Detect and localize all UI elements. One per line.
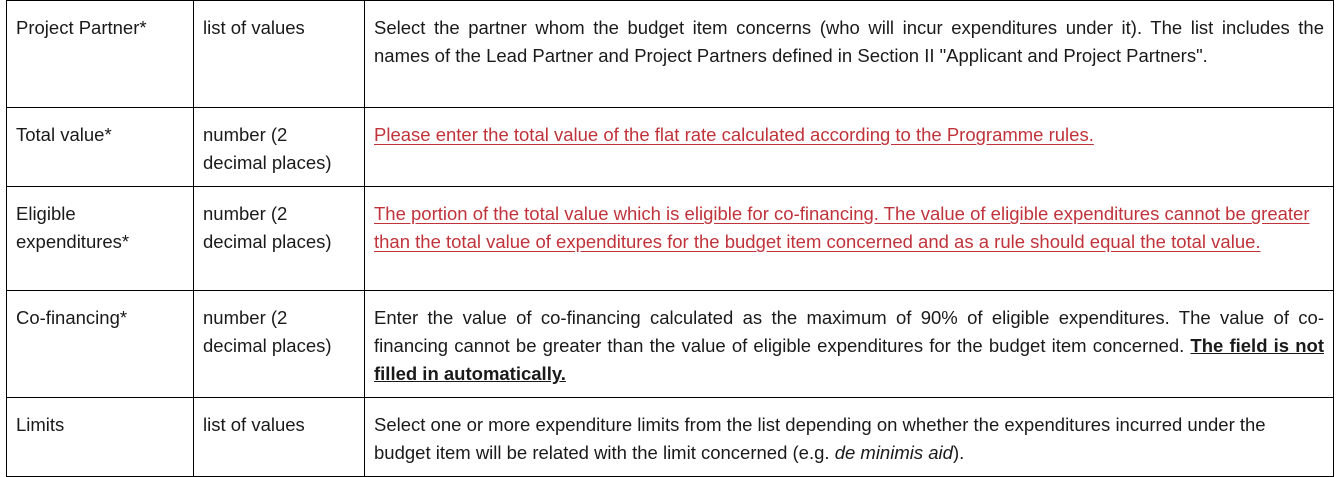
field-name-cell: Eligible expenditures* bbox=[7, 187, 194, 291]
field-name-cell: Co-financing* bbox=[7, 291, 194, 398]
field-type-cell: list of values bbox=[194, 1, 365, 108]
field-description-cell bbox=[365, 291, 1334, 398]
field-description-cell bbox=[365, 108, 1334, 187]
field-description-cell bbox=[365, 398, 1334, 477]
table-row bbox=[7, 398, 1334, 477]
field-name-cell: Limits bbox=[7, 398, 194, 477]
field-name-cell: Total value* bbox=[7, 108, 194, 187]
field-type-cell: number (2 decimal places) bbox=[194, 291, 365, 398]
revised-description-text: Please enter the total value of the flat rate calculated according to the Programme rules. bbox=[374, 124, 1094, 145]
field-type-cell: number (2 decimal places) bbox=[194, 108, 365, 187]
revised-description-text: The portion of the total value which is eligible for co-financing. The value of eligible expenditures cannot be greater than the total value of expenditures for the budget item concerned and as a rule should equal the total value. bbox=[374, 203, 1310, 252]
field-description-cell bbox=[365, 187, 1334, 291]
field-description-table bbox=[6, 0, 1334, 477]
table-row bbox=[7, 1, 1334, 108]
field-description-cell: Select the partner whom the budget item concerns (who will incur expenditures under it). The list includes the names of the Lead Partner and Project Partners defined in Section II "Applicant and Project Partners". bbox=[365, 1, 1334, 108]
field-name-cell: Project Partner* bbox=[7, 1, 194, 108]
automatic-fill-note: The field is not filled in automatically. bbox=[374, 335, 1324, 384]
description-text: Enter the value of co-financing calculated as the maximum of 90% of eligible expenditures. The value of co-financing cannot be greater than the value of eligible expenditures for the budget item concerned. bbox=[374, 307, 1324, 356]
description-text: Select one or more expenditure limits from the list depending on whether the expenditures incurred under the budget item will be related with the limit concerned (e.g. bbox=[374, 414, 1266, 463]
table-row bbox=[7, 187, 1334, 291]
description-text-end: ). bbox=[952, 442, 965, 463]
description-italic-term: de minimis aid bbox=[834, 442, 953, 463]
table-row bbox=[7, 291, 1334, 398]
table-row bbox=[7, 108, 1334, 187]
field-type-cell: number (2 decimal places) bbox=[194, 187, 365, 291]
field-type-cell: list of values bbox=[194, 398, 365, 477]
